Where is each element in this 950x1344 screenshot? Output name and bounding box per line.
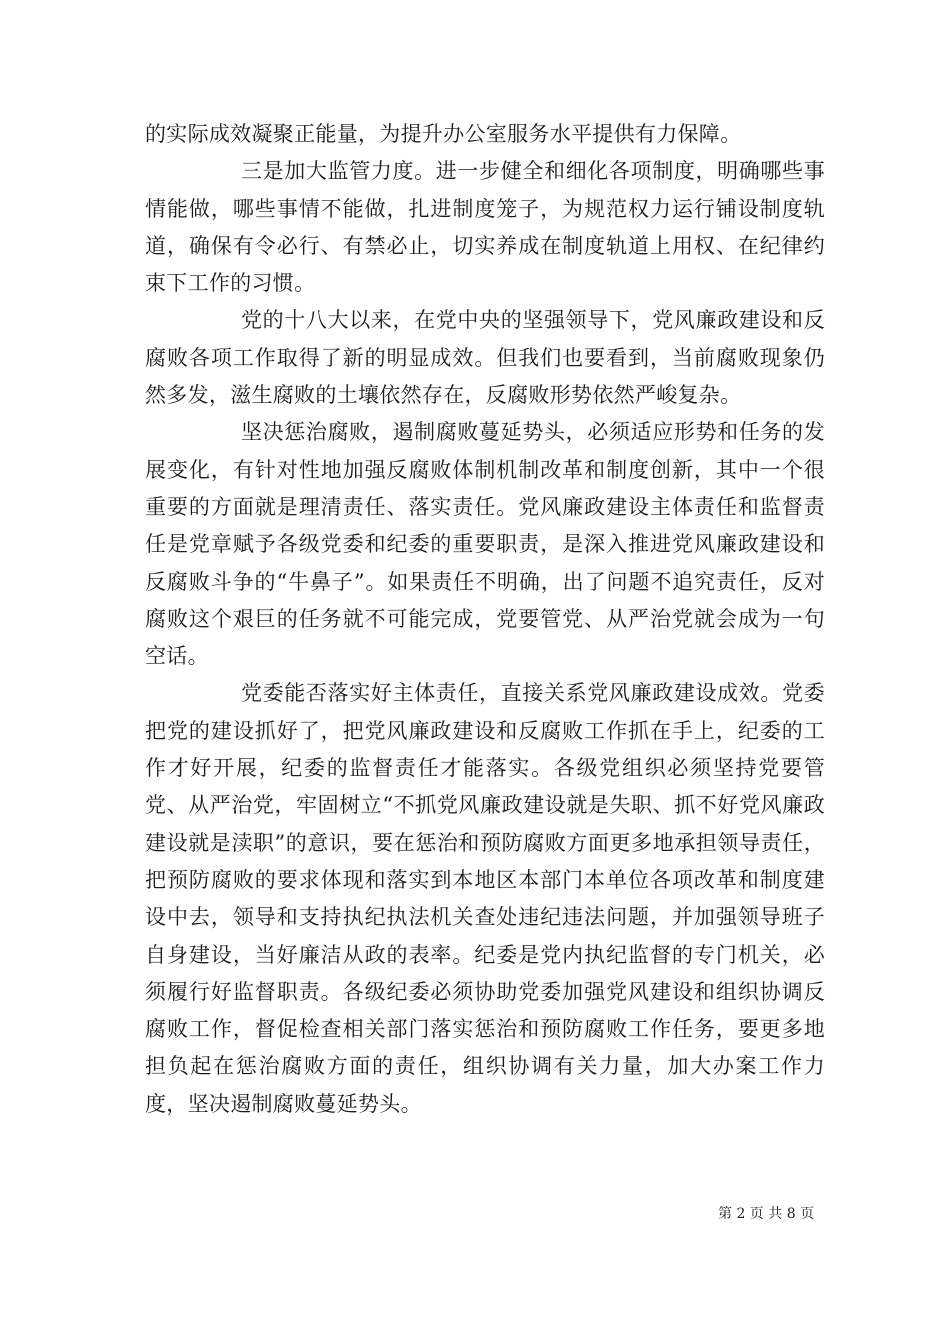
paragraph-1: 的实际成效凝聚正能量，为提升办公室服务水平提供有力保障。 [145,122,742,146]
paragraph-3: 党的十八大以来，在党中央的坚强领导下，党风廉政建设和反腐败各项工作取得了新的明显成效。但我们也要看到，当前腐败现象仍然多发，滋生腐败的土壤依然存在，反腐败形势依然严峻复杂。 [145,308,825,408]
paragraph-4: 坚决惩治腐败，遏制腐败蔓延势头，必须适应形势和任务的发展变化，有针对性地加强反腐败体制机制改革和制度创新，其中一个很重要的方面就是理清责任、落实责任。党风廉政建设主体责任和监督责任是党章赋予各级党委和纪委的重要职责，是深入推进党风廉政建设和反腐败斗争的“牛鼻子”。如果责任不明确，出了问题不追究责任，反对腐败这个艰巨的任务就不可能完成，党要管党、从严治党就会成为一句空话。 [145,420,825,669]
document-body [145,116,825,1123]
paragraph-2: 三是加大监管力度。进一步健全和细化各项制度，明确哪些事情能做，哪些事情不能做，扎进制度笼子，为规范权力运行铺设制度轨道，确保有令必行、有禁必止，切实养成在制度轨道上用权、在纪律约束下工作的习惯。 [145,159,825,296]
page-number-footer: 第 2 页 共 8 页 [718,1206,815,1222]
paragraph-5: 党委能否落实好主体责任，直接关系党风廉政建设成效。党委把党的建设抓好了，把党风廉政建设和反腐败工作抓在手上，纪委的工作才好开展，纪委的监督责任才能落实。各级党组织必须坚持党要管党、从严治党，牢固树立“不抓党风廉政建设就是失职、抓不好党风廉政建设就是渎职”的意识，要在惩治和预防腐败方面更多地承担领导责任，把预防腐败的要求体现和落实到本地区本部门本单位各项改革和制度建设中去，领导和支持执纪执法机关查处违纪违法问题，并加强领导班子自身建设，当好廉洁从政的表率。纪委是党内执纪监督的专门机关，必须履行好监督职责。各级纪委必须协助党委加强党风建设和组织协调反腐败工作，督促检查相关部门落实惩治和预防腐败工作任务，要更多地担负起在惩治腐败方面的责任，组织协调有关力量，加大办案工作力度，坚决遏制腐败蔓延势头。 [145,681,825,1116]
